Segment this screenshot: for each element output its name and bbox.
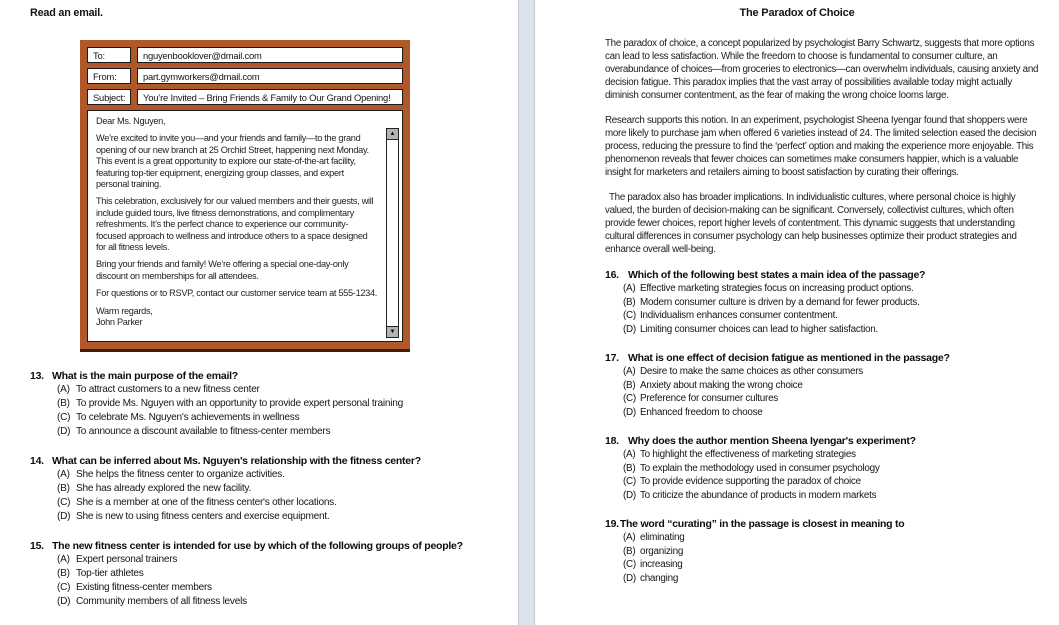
option-text: Anxiety about making the wrong choice bbox=[640, 379, 803, 391]
option-text: Modern consumer culture is driven by a demand for fewer products. bbox=[640, 296, 920, 308]
option-text: She is new to using fitness centers and exercise equipment. bbox=[76, 511, 330, 522]
option-label: (C) bbox=[623, 310, 636, 321]
option-label: (B) bbox=[57, 568, 70, 579]
option-label: (C) bbox=[623, 559, 636, 570]
question-text: What is one effect of decision fatigue as mentioned in the passage? bbox=[628, 352, 950, 364]
question-number: 17. bbox=[605, 352, 619, 364]
scroll-up-button[interactable] bbox=[386, 128, 399, 140]
option-text: To announce a discount available to fitness-center members bbox=[76, 426, 331, 437]
question-17 bbox=[605, 351, 1043, 419]
option-label: (D) bbox=[57, 426, 71, 437]
option-label: (B) bbox=[623, 296, 636, 308]
question-text: Why does the author mention Sheena Iyengar's experiment? bbox=[628, 435, 916, 447]
question-number: 14. bbox=[30, 455, 44, 467]
answer-options bbox=[57, 468, 495, 524]
option-text: Limiting consumer choices can lead to higher satisfaction. bbox=[640, 323, 878, 335]
question-number: 18. bbox=[605, 435, 619, 447]
option-label: (A) bbox=[623, 532, 636, 543]
option-text: changing bbox=[640, 572, 679, 584]
scroll-down-button[interactable] bbox=[386, 326, 399, 338]
passage-paragraph: The paradox of choice, a concept popularized by psychologist Barry Schwartz, suggests that more options can lead to less satisfaction. While the freedom to choose is fundamental to consumer culture, an overabundance of choices—from groceries to electronics—can overwhelm individuals, causing anxiety and decision fatigue. This paradox implies that the vast array of possibilities available today might actually diminish consumer contentment, as the fear of making the wrong choice looms large. bbox=[605, 38, 1039, 101]
option-label: (C) bbox=[57, 412, 71, 423]
option-label: (D) bbox=[57, 511, 71, 522]
option-label: (A) bbox=[57, 469, 70, 480]
passage-body bbox=[605, 37, 1043, 256]
option-label: (A) bbox=[623, 366, 636, 377]
answer-option bbox=[623, 558, 1043, 572]
question-text: What is the main purpose of the email? bbox=[52, 370, 238, 382]
email-header-row-subject bbox=[87, 89, 403, 105]
email-paragraph: This celebration, exclusively for our valued members and their guests, will include guided tours, live fitness demonstrations, and complimentary refreshments. It’s the perfect chance to experience our community-focused approach to wellness and introduce others to a space designed for all fitness levels. bbox=[96, 196, 374, 253]
answer-option bbox=[623, 462, 1043, 476]
answer-options bbox=[623, 365, 1043, 419]
option-text: Preference for consumer cultures bbox=[640, 393, 778, 404]
option-label: (A) bbox=[57, 554, 70, 565]
question-16 bbox=[605, 268, 1043, 336]
answer-option bbox=[57, 482, 495, 496]
to-value: nguyenbooklover@dmail.com bbox=[137, 47, 403, 63]
scroll-down-icon: ▼ bbox=[389, 329, 396, 335]
question-stem bbox=[30, 539, 495, 553]
answer-option bbox=[623, 392, 1043, 406]
option-text: organizing bbox=[640, 545, 684, 557]
answer-options bbox=[623, 531, 1043, 585]
answer-option bbox=[623, 475, 1043, 489]
option-label: (B) bbox=[57, 398, 70, 409]
option-text: eliminating bbox=[640, 532, 685, 543]
option-label: (D) bbox=[57, 596, 71, 607]
email-signature: John Parker bbox=[96, 317, 143, 328]
answer-option bbox=[623, 365, 1043, 379]
answer-option bbox=[623, 531, 1043, 545]
question-stem bbox=[605, 268, 1043, 282]
option-label: (B) bbox=[623, 379, 636, 391]
email-paragraph: For questions or to RSVP, contact our customer service team at 555-1234. bbox=[96, 288, 378, 299]
right-column bbox=[605, 37, 1043, 600]
passage-title: The Paradox of Choice bbox=[739, 7, 855, 19]
option-text: To explain the methodology used in consumer psychology bbox=[640, 462, 880, 474]
left-questions-section bbox=[30, 369, 495, 624]
email-header-row-from bbox=[87, 68, 403, 84]
option-text: To provide Ms. Nguyen with an opportunity to provide expert personal training bbox=[76, 398, 403, 409]
question-14 bbox=[30, 454, 495, 524]
question-text: What can be inferred about Ms. Nguyen's relationship with the fitness center? bbox=[52, 455, 421, 467]
email-closing: Warm regards, bbox=[96, 305, 153, 316]
answer-option bbox=[57, 425, 495, 439]
question-text: The new fitness center is intended for use by which of the following groups of people? bbox=[52, 540, 463, 552]
email-scrollbar-track[interactable] bbox=[386, 128, 399, 338]
option-text: She helps the fitness center to organize activities. bbox=[76, 469, 285, 480]
left-page bbox=[0, 0, 519, 625]
question-stem bbox=[605, 351, 1043, 365]
answer-options bbox=[623, 448, 1043, 502]
question-13 bbox=[30, 369, 495, 439]
question-19 bbox=[605, 517, 1043, 585]
question-stem bbox=[30, 369, 495, 383]
email-body bbox=[87, 110, 403, 342]
option-text: Individualism enhances consumer contentment. bbox=[640, 310, 838, 321]
answer-option bbox=[623, 379, 1043, 393]
option-text: To highlight the effectiveness of marketing strategies bbox=[640, 449, 856, 460]
answer-options bbox=[57, 553, 495, 609]
answer-option bbox=[57, 567, 495, 581]
question-number: 19. bbox=[605, 518, 619, 530]
from-value: part.gymworkers@dmail.com bbox=[137, 68, 403, 84]
answer-option bbox=[57, 397, 495, 411]
question-text: Which of the following best states a main idea of the passage? bbox=[628, 269, 926, 281]
option-text: Desire to make the same choices as other consumers bbox=[640, 366, 863, 377]
option-text: Expert personal trainers bbox=[76, 554, 178, 565]
option-label: (C) bbox=[57, 497, 71, 508]
option-text: Effective marketing strategies focus on increasing product options. bbox=[640, 283, 914, 294]
question-stem bbox=[605, 517, 1043, 531]
option-label: (A) bbox=[57, 384, 70, 395]
answer-option bbox=[623, 282, 1043, 296]
from-label: From: bbox=[87, 68, 131, 84]
question-number: 13. bbox=[30, 370, 44, 382]
option-label: (C) bbox=[57, 582, 71, 593]
option-label: (A) bbox=[623, 283, 636, 294]
scroll-up-icon: ▲ bbox=[389, 131, 396, 137]
option-text: To celebrate Ms. Nguyen's achievements in wellness bbox=[76, 412, 300, 423]
question-15 bbox=[30, 539, 495, 609]
email-paragraph: We’re excited to invite you—and your friends and family—to the grand opening of our new branch at 25 Orchid Street, happening next Monday. This event is a great opportunity to explore our state-of-the-art facility, featuring top-tier equipment, energizing group classes, and expert personal training. bbox=[96, 133, 369, 190]
option-text: To attract customers to a new fitness center bbox=[76, 384, 260, 395]
question-number: 15. bbox=[30, 540, 44, 552]
answer-option bbox=[623, 323, 1043, 337]
option-label: (B) bbox=[623, 462, 636, 474]
to-label: To: bbox=[87, 47, 131, 63]
option-label: (B) bbox=[623, 545, 636, 557]
option-text: Top-tier athletes bbox=[76, 568, 144, 579]
subject-label: Subject: bbox=[87, 89, 131, 105]
option-text: Community members of all fitness levels bbox=[76, 596, 247, 607]
answer-option bbox=[623, 448, 1043, 462]
question-18 bbox=[605, 434, 1043, 502]
option-label: (C) bbox=[623, 393, 636, 404]
passage-paragraph: The paradox also has broader implications. In individualistic cultures, where personal choice is highly valued, the burden of decision-making can be significant. Conversely, collectivist cultures, which often provide fewer choices, report higher levels of contentment. This dynamic suggests that understanding cultural differences in consumer psychology can help businesses optimize their product strategies and enhance overall well-being. bbox=[605, 192, 1017, 255]
option-label: (A) bbox=[623, 449, 636, 460]
answer-option bbox=[623, 545, 1043, 559]
subject-value: You’re Invited – Bring Friends & Family to Our Grand Opening! bbox=[137, 89, 403, 105]
answer-option bbox=[623, 489, 1043, 503]
question-stem bbox=[30, 454, 495, 468]
question-number: 16. bbox=[605, 269, 619, 281]
answer-option bbox=[623, 296, 1043, 310]
question-text: The word “curating” in the passage is closest in meaning to bbox=[619, 518, 905, 530]
passage-paragraph: Research supports this notion. In an experiment, psychologist Sheena Iyengar found that shoppers were more likely to purchase jam when offered 6 varieties instead of 24. The limited selection eased the decision process, reducing the pressure to find the ‘perfect’ option and making the experience more enjoyable. This phenomenon reveals that fewer choices can sometimes make consumers happier, which is a valuable insight for marketers and retailers aiming to boost satisfaction by curating their offerings. bbox=[605, 115, 1037, 178]
answer-option bbox=[57, 496, 495, 510]
option-text: She has already explored the new facility. bbox=[76, 483, 252, 494]
email-header-row-to bbox=[87, 47, 403, 63]
option-label: (D) bbox=[623, 323, 636, 335]
right-page bbox=[534, 0, 1059, 625]
answer-options bbox=[57, 383, 495, 439]
option-label: (C) bbox=[623, 476, 636, 487]
answer-option bbox=[57, 553, 495, 567]
option-label: (D) bbox=[623, 572, 636, 584]
answer-option bbox=[57, 595, 495, 609]
answer-option bbox=[57, 383, 495, 397]
option-label: (D) bbox=[623, 406, 636, 418]
option-text: increasing bbox=[640, 559, 683, 570]
email-panel bbox=[80, 40, 410, 352]
option-label: (D) bbox=[623, 489, 636, 501]
answer-option bbox=[623, 406, 1043, 420]
option-label: (B) bbox=[57, 483, 70, 494]
option-text: She is a member at one of the fitness center's other locations. bbox=[76, 497, 337, 508]
option-text: To criticize the abundance of products in modern markets bbox=[640, 489, 877, 501]
question-stem bbox=[605, 434, 1043, 448]
option-text: Enhanced freedom to choose bbox=[640, 406, 763, 418]
answer-option bbox=[57, 468, 495, 482]
answer-options bbox=[623, 282, 1043, 336]
instruction-text: Read an email. bbox=[30, 7, 103, 19]
option-text: Existing fitness-center members bbox=[76, 582, 212, 593]
answer-option bbox=[623, 309, 1043, 323]
right-questions-section bbox=[605, 268, 1043, 585]
answer-option bbox=[623, 572, 1043, 586]
answer-option bbox=[57, 411, 495, 425]
answer-option bbox=[57, 581, 495, 595]
email-paragraph: Bring your friends and family! We’re offering a special one-day-only discount on memberships for all attendees. bbox=[96, 259, 349, 281]
option-text: To provide evidence supporting the paradox of choice bbox=[640, 476, 861, 487]
email-greeting: Dear Ms. Nguyen, bbox=[96, 116, 166, 126]
answer-option bbox=[57, 510, 495, 524]
